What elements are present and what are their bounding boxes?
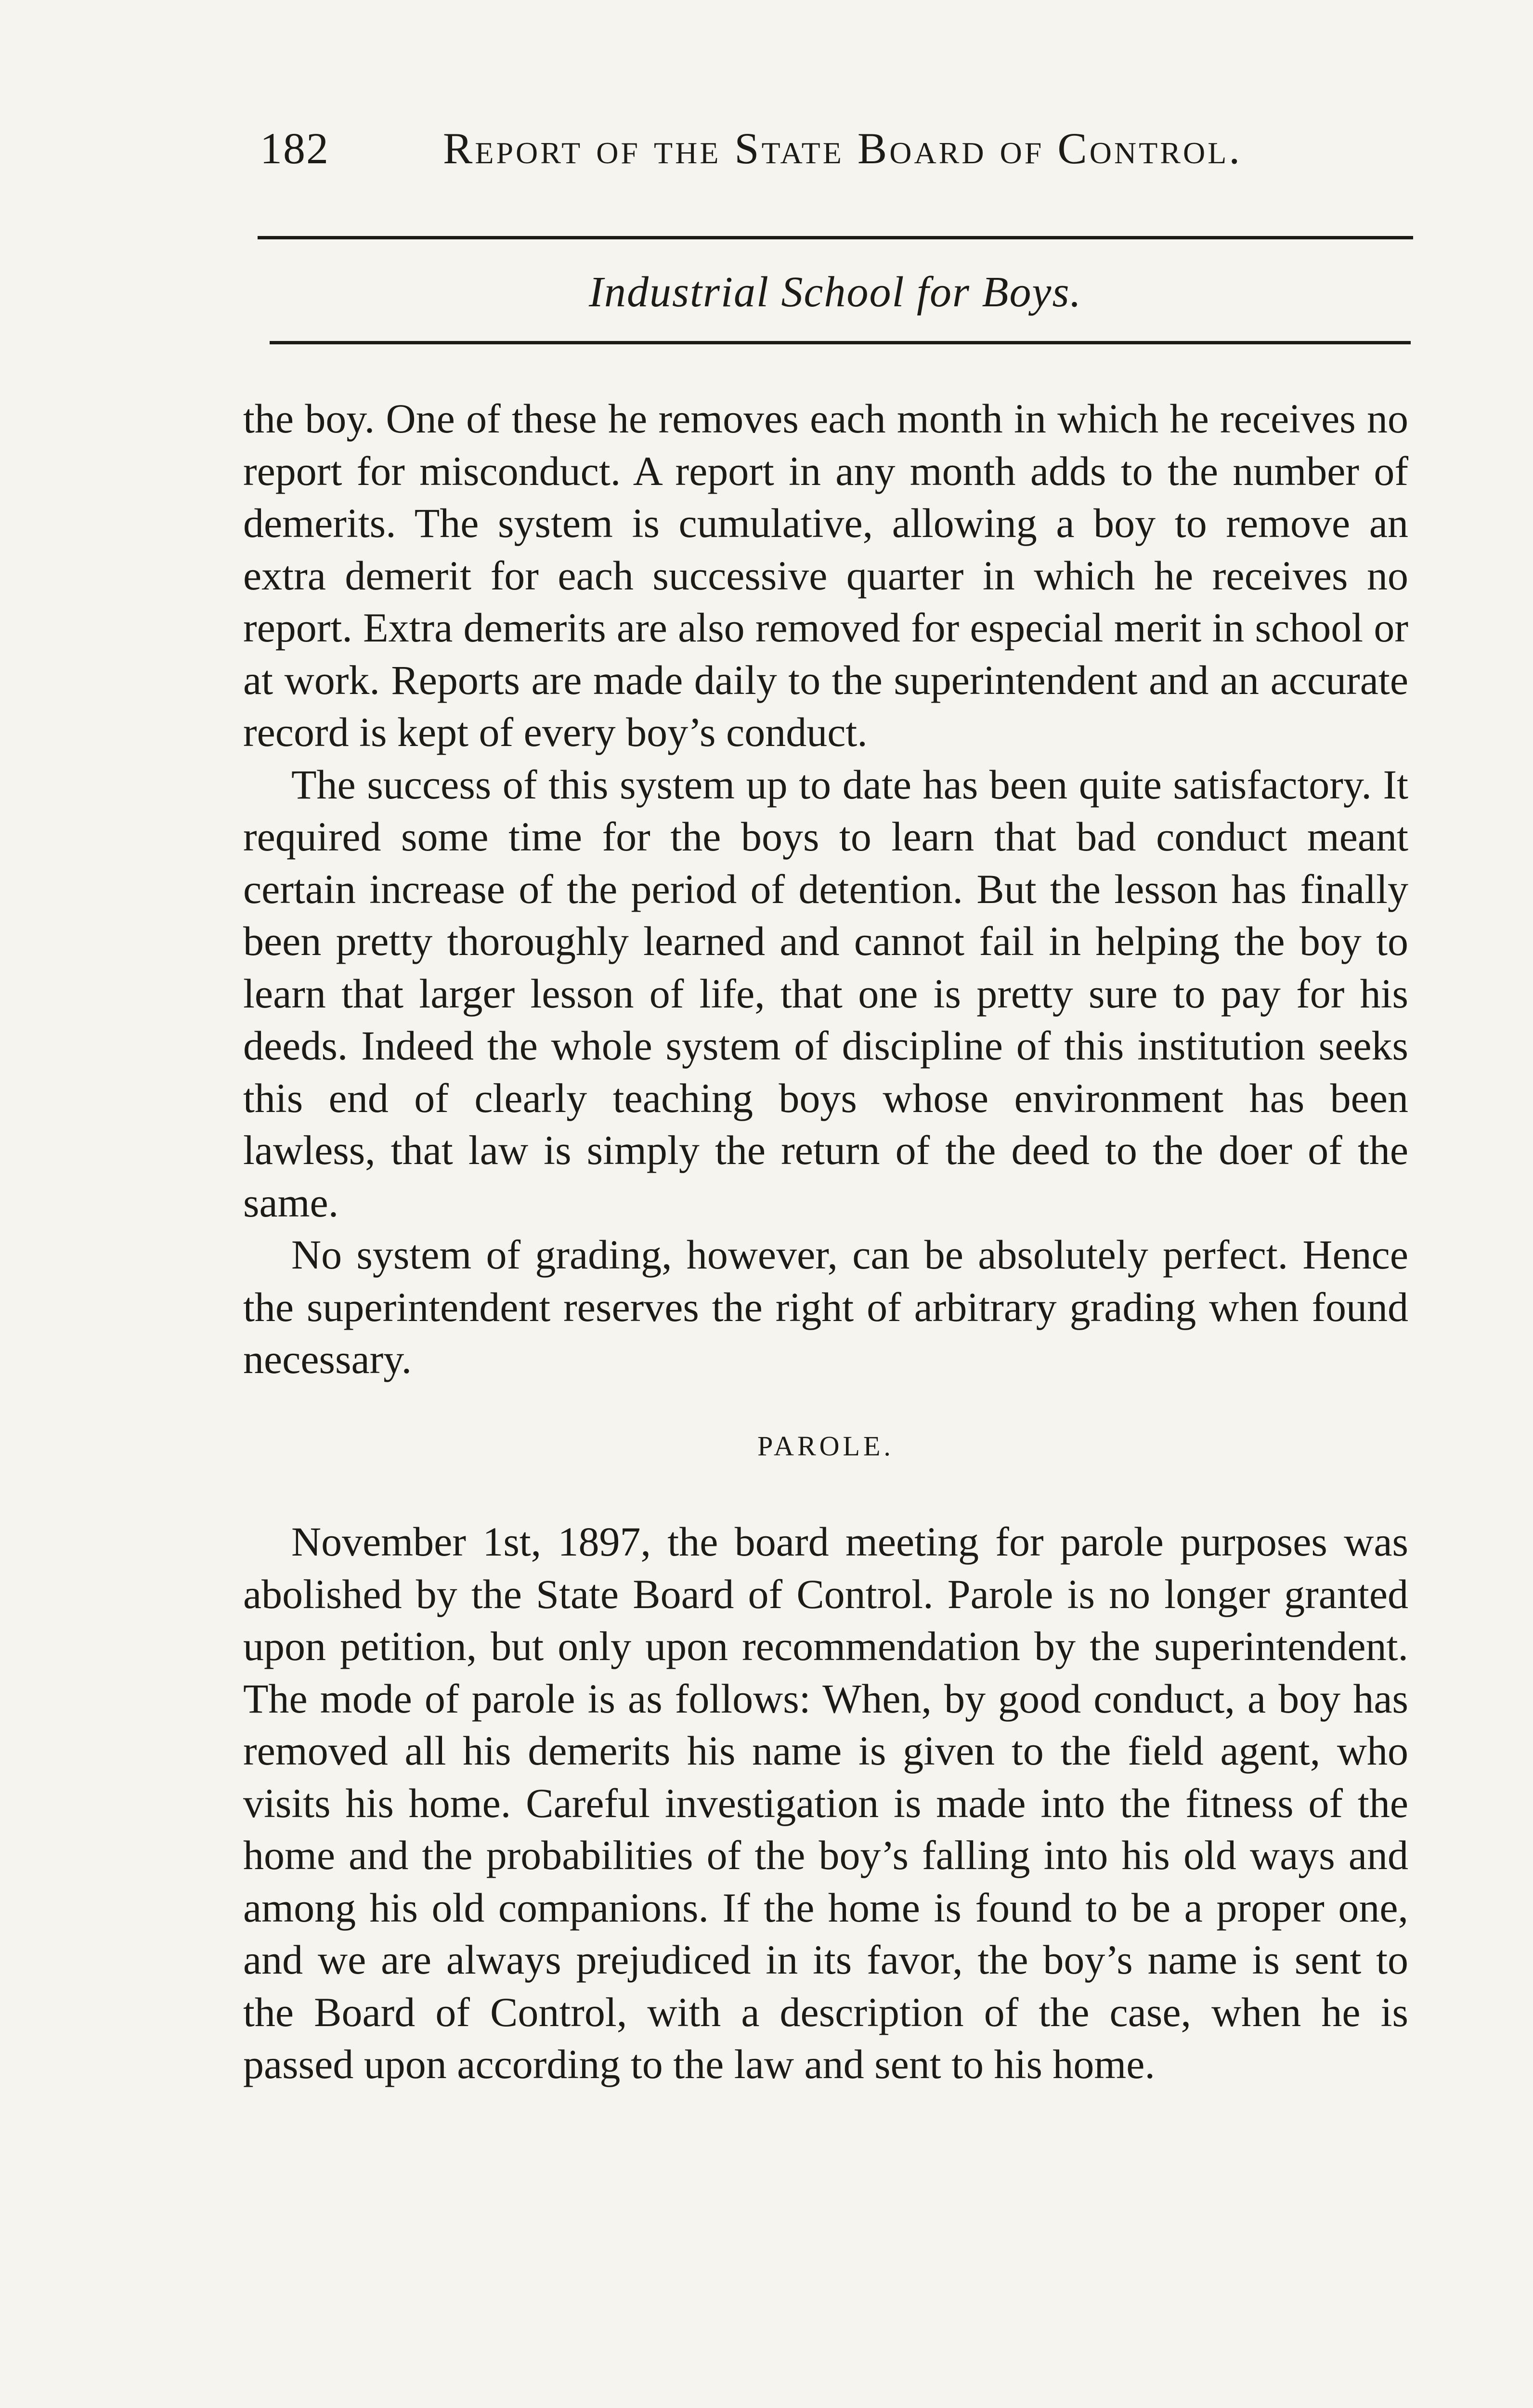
running-head	[260, 123, 1416, 176]
paragraph-parole: November 1st, 1897, the board meeting for parole purposes was abolished by the State Board of Control. Parole is no longer granted upon petition, but only upon recommendation by the superintendent. The mode of parole is as follows: When, by good conduct, a boy has removed all his demerits his name is given to the field agent, who visits his home. Careful investigation is made into the fitness of the home and the probabilities of the boy’s falling into his old ways and among his old companions. If the home is found to be a proper one, and we are always prejudiced in its favor, the boy’s name is sent to the Board of Control, with a description of the case, when he is passed upon according to the law and sent to his home.	[243, 1518, 1408, 2087]
body-text	[243, 393, 1408, 2091]
paragraph-continuation: the boy. One of these he removes each month in which he receives no report for misconduct. A report in any month adds to the number of demerits. The system is cumulative, allowing a boy to remove an extra demerit for each successive quarter in which he receives no report. Extra demerits are also removed for especial merit in school or at work. Reports are made daily to the superintendent and an accurate record is kept of every boy’s conduct.	[243, 395, 1408, 755]
section-head: Industrial School for Boys.	[589, 268, 1082, 316]
header-rule-bottom	[270, 341, 1411, 344]
paragraph-arbitrary-grading: No system of grading, however, can be absolutely perfect. Hence the superintendent reserves the right of arbitrary grading when found necessary.	[243, 1231, 1408, 1382]
paragraph-system-success: The success of this system up to date has been quite satisfactory. It required some time for the boys to learn that bad conduct meant certain increase of the period of detention. But the lesson has finally been pretty thoroughly learned and cannot fail in helping the boy to learn that larger lesson of life, that one is pretty sure to pay for his deeds. Indeed the whole system of discipline of this institution seeks this end of clearly teaching boys whose environment has been lawless, that law is simply the return of the deed to the doer of the same.	[243, 761, 1408, 1226]
page-number: 182	[260, 124, 329, 173]
running-head-title: Report of the State Board of Control.	[443, 124, 1243, 173]
header-rule-top	[258, 236, 1413, 239]
section-heading-parole: PAROLE.	[757, 1430, 894, 1462]
